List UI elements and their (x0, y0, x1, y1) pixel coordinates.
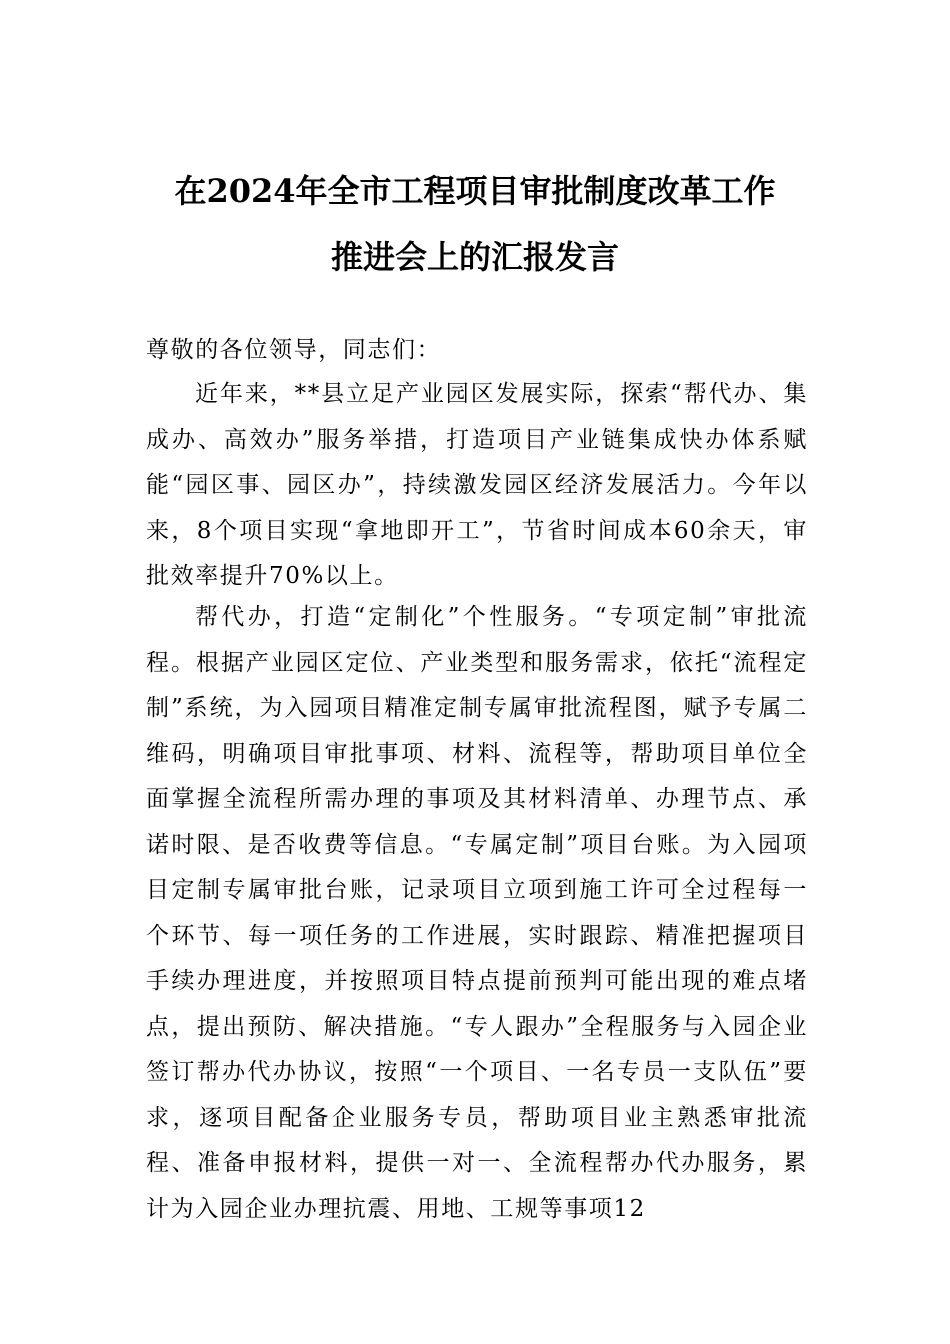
document-title-line-1: 在2024年全市工程项目审批制度改革工作 (174, 172, 776, 210)
document-title-line-2: 推进会上的汇报发言 (330, 238, 619, 276)
paragraph-assisted-service: 帮代办，打造“定制化”个性服务。“专项定制”审批流程。根据产业园区定位、产业类型和服务需求，依托“流程定制”系统，为入园项目精准定制专属审批流程图，赋予专属二维码，明确项目审批事项、材料、流程等，帮助项目单位全面掌握全流程所需办理的事项及其材料清单、办理节点、承诺时限、是否收费等信息。“专属定制”项目台账。为入园项目定制专属审批台账，记录项目立项到施工许可全过程每一个环节、每一项任务的工作进展，实时跟踪、精准把握项目手续办理进度，并按照项目特点提前预判可能出现的难点堵点，提出预防、解决措施。“专人跟办”全程服务与入园企业签订帮办代办协议，按照“一个项目、一名专员一支队伍”要求，逐项目配备企业服务专员，帮助项目业主熟悉审批流程、准备申报材料，提供一对一、全流程帮办代办服务，累计为入园企业办理抗震、用地、工规等事项12 (146, 604, 808, 1222)
salutation: 尊敬的各位领导，同志们： (146, 337, 442, 363)
paragraph-intro: 近年来，**县立足产业园区发展实际，探索“帮代办、集成办、高效办”服务举措，打造项目产业链集成快办体系赋能“园区事、园区办”，持续激发园区经济发展活力。今年以来，8个项目实现“拿地即开工”，节省时间成本60余天，审批效率提升70%以上。 (146, 381, 808, 589)
